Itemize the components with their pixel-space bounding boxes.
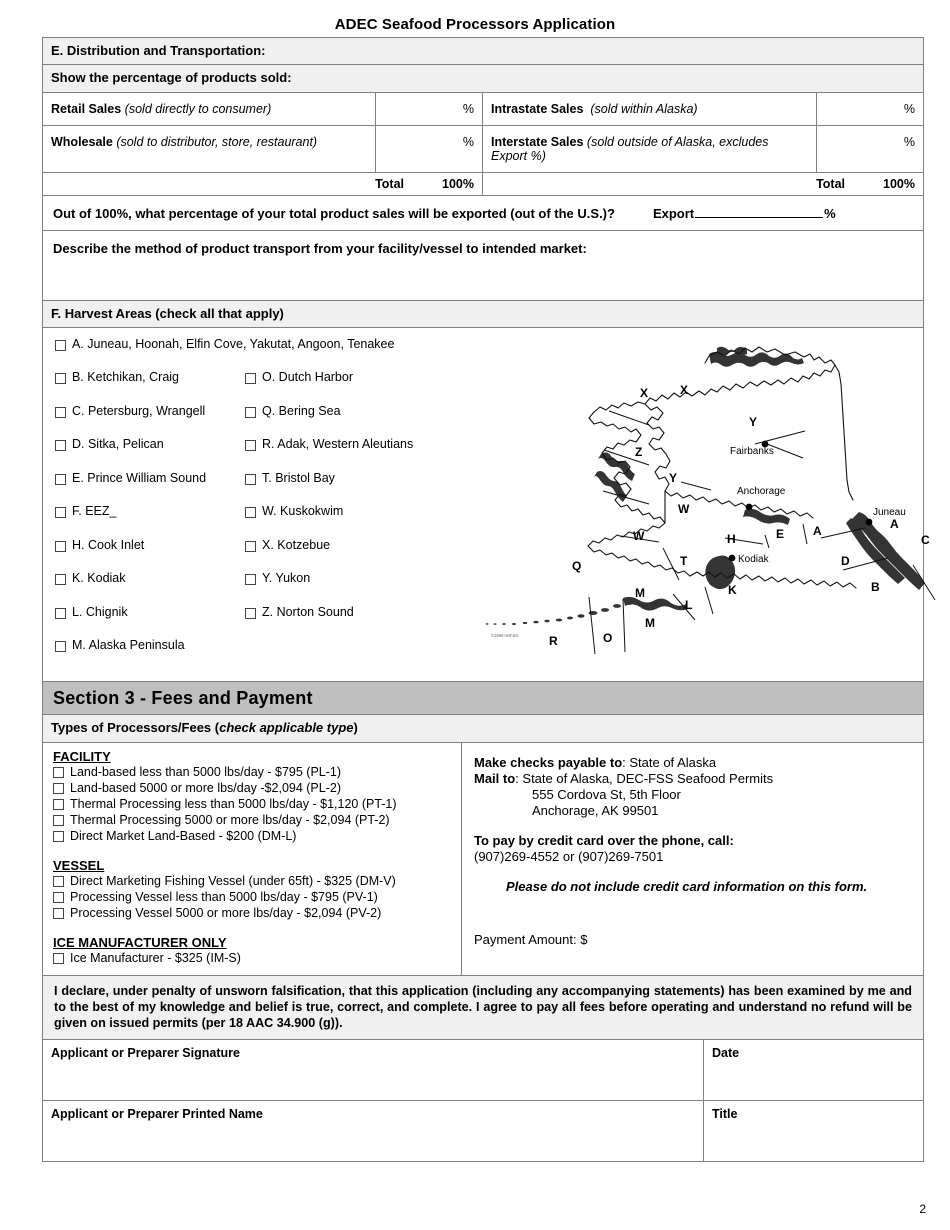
page-title: ADEC Seafood Processors Application — [334, 16, 616, 33]
totals-row — [43, 173, 923, 196]
section-f-header: F. Harvest Areas (check all that apply) — [43, 301, 923, 327]
map-region-e: E — [776, 526, 785, 541]
checkbox-icon[interactable] — [245, 608, 256, 619]
retail-sales-label-italic: (sold directly to consumer) — [124, 101, 272, 116]
checkbox-icon[interactable] — [245, 440, 256, 451]
fee-item-pl1[interactable] — [53, 765, 453, 781]
harvest-item-h[interactable] — [55, 539, 245, 552]
harvest-item-c[interactable] — [55, 405, 245, 418]
section-3-header-row — [43, 682, 923, 716]
harvest-label-z: Z. Norton Sound — [262, 604, 354, 619]
printed-name-field[interactable]: Applicant or Preparer Printed Name — [43, 1101, 704, 1161]
juneau-dot — [866, 518, 873, 525]
checkbox-icon[interactable] — [245, 541, 256, 552]
checkbox-icon[interactable] — [53, 892, 64, 903]
checkbox-icon[interactable] — [245, 574, 256, 585]
fee-spacer-1 — [53, 845, 453, 858]
fee-label-pt1: Thermal Processing less than 5000 lbs/day - $1,120 (PT-1) — [70, 796, 397, 811]
harvest-label-m: M. Alaska Peninsula — [72, 638, 185, 653]
fees-body — [43, 743, 923, 975]
section-3-subheader-italic: check applicable type — [219, 720, 354, 736]
harvest-label-a: A. Juneau, Hoonah, Elfin Cove, Yakutat, Angoon, Tenakee — [72, 336, 395, 351]
harvest-label-x: X. Kotzebue — [262, 537, 331, 552]
payment-gap-2 — [474, 865, 915, 879]
interstate-sales-label — [483, 126, 816, 172]
harvest-item-q[interactable] — [245, 405, 341, 418]
checkbox-icon[interactable] — [245, 373, 256, 384]
checkbox-icon[interactable] — [53, 908, 64, 919]
harvest-item-y[interactable] — [245, 572, 310, 585]
map-region-t: T — [680, 553, 688, 568]
signature-row — [43, 1040, 923, 1101]
map-region-z: Z — [635, 444, 643, 459]
export-input[interactable] — [695, 204, 823, 218]
fee-item-pt1[interactable] — [53, 797, 453, 813]
transport-row[interactable] — [43, 231, 923, 301]
harvest-row-6 — [55, 539, 473, 573]
mail-line — [474, 771, 915, 787]
checkbox-icon[interactable] — [55, 608, 66, 619]
checkbox-icon[interactable] — [55, 407, 66, 418]
checkbox-icon[interactable] — [53, 876, 64, 887]
map-region-k: K — [728, 582, 737, 597]
form-table — [42, 37, 930, 1162]
map-region-x1: X — [640, 385, 649, 400]
export-label: Export — [652, 205, 695, 221]
payment-amount-field[interactable]: Payment Amount: $ — [474, 931, 588, 947]
payment-gap-3 — [474, 894, 915, 932]
interstate-sales-label-bold: Interstate Sales — [491, 134, 584, 149]
fee-label-ims: Ice Manufacturer - $325 (IM-S) — [70, 950, 241, 965]
checkbox-icon[interactable] — [53, 783, 64, 794]
harvest-checkbox-list — [43, 328, 473, 681]
harvest-areas-body — [43, 328, 930, 681]
map-region-w2: W — [633, 528, 645, 543]
phone-numbers: (907)269-4552 or (907)269-7501 — [474, 848, 664, 864]
harvest-item-l[interactable] — [55, 606, 245, 619]
harvest-checkbox-a-group[interactable] — [55, 338, 394, 351]
phone-label-line — [474, 833, 915, 849]
harvest-label-q: Q. Bering Sea — [262, 403, 341, 418]
harvest-label-e: E. Prince William Sound — [72, 470, 207, 485]
harvest-item-e[interactable] — [55, 472, 245, 485]
harvest-item-k[interactable] — [55, 572, 245, 585]
section-e-subheader-row — [43, 65, 923, 92]
map-city-kodiak: Kodiak — [738, 553, 769, 565]
harvest-label-b: B. Ketchikan, Craig — [72, 370, 179, 385]
map-city-anchorage: Anchorage — [737, 485, 786, 497]
checkbox-icon[interactable] — [53, 815, 64, 826]
map-city-juneau: Juneau — [873, 506, 906, 518]
fee-label-pl1: Land-based less than 5000 lbs/day - $795 (PL-1) — [70, 764, 342, 779]
phone-colon: : — [729, 832, 734, 848]
harvest-item-w[interactable] — [245, 505, 343, 518]
fee-group-facility-title: FACILITY — [53, 748, 111, 764]
alaska-map-icon — [473, 332, 950, 658]
map-region-c: C — [921, 532, 930, 547]
harvest-row-7 — [55, 572, 473, 606]
harvest-label-k: K. Kodiak — [72, 571, 126, 586]
signature-field[interactable]: Applicant or Preparer Signature — [43, 1040, 704, 1100]
fee-label-pv1: Processing Vessel less than 5000 lbs/day - $795 (PV-1) — [70, 889, 378, 904]
map-region-q: Q — [572, 558, 582, 573]
map-region-m2: M — [645, 615, 655, 630]
section-3-subheader-bold: Types of Processors/Fees ( — [51, 720, 220, 736]
section-e-header-row — [43, 38, 923, 65]
harvest-item-b[interactable] — [55, 371, 245, 384]
checkbox-icon[interactable] — [53, 831, 64, 842]
checkbox-icon[interactable] — [55, 440, 66, 451]
harvest-row-5 — [55, 505, 473, 539]
kodiak-dot — [729, 554, 736, 561]
fee-group-vessel-title: VESSEL — [53, 857, 105, 873]
section-3-subheader-close: ) — [353, 720, 358, 736]
harvest-label-t: T. Bristol Bay — [262, 470, 335, 485]
fee-types-panel — [43, 743, 462, 975]
payable-value: : State of Alaska — [622, 754, 717, 770]
harvest-row-8 — [55, 606, 473, 640]
harvest-label-c: C. Petersburg, Wrangell — [72, 403, 206, 418]
interstate-sales-label-italic: (sold outside of Alaska, excludes Export %) — [491, 134, 769, 163]
wholesale-input[interactable]: % — [375, 126, 482, 172]
percentage-row-wholesale — [43, 126, 923, 173]
checkbox-icon[interactable] — [53, 799, 64, 810]
checkbox-icon[interactable] — [55, 574, 66, 585]
printed-name-row — [43, 1101, 923, 1161]
harvest-item-m[interactable] — [55, 639, 245, 652]
left-total-label: Total — [375, 176, 404, 191]
checkbox-icon[interactable] — [245, 474, 256, 485]
left-total-group — [43, 173, 483, 195]
map-region-m1: M — [635, 585, 645, 600]
mail-line-3: Anchorage, AK 99501 — [532, 802, 659, 818]
retail-sales-group — [43, 93, 483, 125]
mail-value: : State of Alaska, DEC-FSS Seafood Permits — [515, 770, 774, 786]
harvest-areas-row — [43, 328, 930, 682]
checkbox-icon[interactable] — [55, 507, 66, 518]
section-3-subheader-row — [43, 715, 923, 742]
harvest-item-x[interactable] — [245, 539, 330, 552]
map-region-o: O — [603, 630, 613, 645]
retail-sales-label — [43, 93, 375, 125]
checkbox-icon[interactable] — [53, 953, 64, 964]
printed-name-row-inner — [43, 1101, 923, 1161]
harvest-row-2 — [55, 405, 473, 439]
harvest-item-d[interactable] — [55, 438, 245, 451]
checkbox-icon[interactable] — [55, 641, 66, 652]
transport-prompt: Describe the method of product transport from your facility/vessel to intended market: — [53, 240, 587, 256]
checkbox-icon[interactable] — [55, 474, 66, 485]
section-3-header: Section 3 - Fees and Payment — [43, 682, 923, 715]
section-e-subheader: Show the percentage of products sold: — [43, 65, 923, 91]
checkbox-icon[interactable] — [245, 507, 256, 518]
harvest-label-h: H. Cook Inlet — [72, 537, 145, 552]
map-region-l: L — [685, 597, 693, 612]
payment-gap-1 — [474, 819, 915, 833]
left-total-value: 100% — [442, 176, 474, 191]
fee-label-dmv: Direct Marketing Fishing Vessel (under 65ft) - $325 (DM-V) — [70, 873, 396, 888]
section-f-header-row — [43, 301, 923, 328]
wholesale-label-italic: (sold to distributor, store, restaurant) — [116, 134, 318, 149]
wholesale-group — [43, 126, 483, 172]
interstate-sales-input[interactable]: % — [816, 126, 923, 172]
map-region-d: D — [841, 553, 850, 568]
date-field[interactable]: Date — [712, 1045, 740, 1060]
checkbox-icon[interactable] — [55, 541, 66, 552]
export-row — [43, 196, 923, 231]
harvest-item-r[interactable] — [245, 438, 413, 451]
fee-item-dml[interactable] — [53, 829, 453, 845]
harvest-row-9 — [55, 639, 473, 673]
fee-label-pv2: Processing Vessel 5000 or more lbs/day - $2,094 (PV-2) — [70, 905, 382, 920]
title-field[interactable]: Title — [712, 1106, 738, 1121]
harvest-row-3 — [55, 438, 473, 472]
alaska-map-container — [473, 328, 930, 681]
payable-line — [474, 755, 915, 771]
mail-line-2: 555 Cordova St, 5th Floor — [532, 786, 681, 802]
harvest-item-t[interactable] — [245, 472, 335, 485]
fee-label-pt2: Thermal Processing 5000 or more lbs/day - $2,094 (PT-2) — [70, 812, 390, 827]
fee-item-dmv[interactable] — [53, 874, 453, 890]
fee-group-ice-title: ICE MANUFACTURER ONLY — [53, 934, 227, 950]
map-region-x2: X — [680, 382, 689, 397]
percentage-row-retail — [43, 93, 923, 126]
harvest-label-l: L. Chignik — [72, 604, 128, 619]
intrastate-sales-label — [483, 93, 816, 125]
fee-label-dml: Direct Market Land-Based - $200 (DM-L) — [70, 828, 297, 843]
checkbox-icon[interactable] — [55, 373, 66, 384]
harvest-label-f: F. EEZ_ — [72, 504, 117, 519]
section-e-header: E. Distribution and Transportation: — [43, 38, 923, 64]
credit-card-note: Please do not include credit card information on this form. — [506, 878, 868, 894]
fee-item-pl2[interactable] — [53, 781, 453, 797]
map-region-b: B — [871, 579, 880, 594]
map-region-a2: A — [890, 516, 899, 531]
map-region-y1: Y — [749, 414, 758, 429]
export-unit: % — [824, 205, 836, 221]
harvest-label-y: Y. Yukon — [262, 571, 311, 586]
section-3-subheader — [43, 715, 923, 741]
intrastate-sales-label-italic: (sold within Alaska) — [590, 101, 698, 116]
anchorage-dot — [746, 503, 753, 510]
harvest-item-o[interactable] — [245, 371, 353, 384]
retail-sales-label-bold: Retail Sales — [51, 101, 122, 116]
map-region-w1: W — [678, 501, 690, 516]
map-region-h: H — [727, 531, 736, 546]
fees-row — [43, 743, 923, 976]
harvest-row-1 — [55, 371, 473, 405]
right-total-value: 100% — [883, 176, 915, 191]
intrastate-sales-group — [483, 93, 923, 125]
fee-spacer-2 — [53, 922, 453, 935]
harvest-label-w: W. Kuskokwim — [262, 504, 344, 519]
payable-label: Make checks payable to — [474, 754, 623, 770]
intrastate-sales-label-bold: Intrastate Sales — [491, 101, 584, 116]
harvest-item-a[interactable] — [55, 338, 473, 372]
export-question-cell — [43, 196, 923, 230]
fee-item-pt2[interactable] — [53, 813, 453, 829]
checkbox-icon[interactable] — [55, 340, 66, 351]
harvest-item-f[interactable] — [55, 505, 245, 518]
checkbox-icon[interactable] — [53, 767, 64, 778]
harvest-item-z[interactable] — [245, 606, 354, 619]
map-region-a1: A — [813, 523, 822, 538]
signature-row-inner — [43, 1040, 923, 1100]
wholesale-label-bold: Wholesale — [51, 134, 113, 149]
phone-label: To pay by credit card over the phone, call — [474, 832, 730, 848]
mail-label: Mail to — [474, 770, 516, 786]
intrastate-sales-input[interactable]: % — [816, 93, 923, 125]
fee-label-pl2: Land-based 5000 or more lbs/day -$2,094 (PL-2) — [70, 780, 341, 795]
fee-item-pv1[interactable] — [53, 890, 453, 906]
fee-item-pv2[interactable] — [53, 906, 453, 922]
page-number: 2 — [919, 1202, 926, 1216]
right-total-group — [483, 173, 923, 195]
export-question-text: Out of 100%, what percentage of your total product sales will be exported (out of the U.S.)? — [53, 205, 615, 221]
payment-info-panel — [462, 743, 923, 975]
harvest-label-o: O. Dutch Harbor — [262, 370, 354, 385]
checkbox-icon[interactable] — [245, 407, 256, 418]
retail-sales-input[interactable]: % — [375, 93, 482, 125]
harvest-label-r: R. Adak, Western Aleutians — [262, 437, 414, 452]
map-region-y2: Y — [669, 470, 678, 485]
harvest-row-4 — [55, 472, 473, 506]
declaration-row — [43, 976, 923, 1040]
map-region-r: R — [549, 633, 558, 648]
wholesale-label — [43, 126, 375, 172]
declaration-text: I declare, under penalty of unsworn falsification, that this application (including any accompanying statements) has been examined by me and to the best of my knowledge and belief is true, correct, and complete. I agree to pay all fees before operating and understand no refund will be given on issued permits (per 18 AAC 34.900 (g)). — [43, 976, 923, 1039]
harvest-label-d: D. Sitka, Pelican — [72, 437, 164, 452]
map-credit: ©1996 ADF&G — [491, 632, 519, 638]
map-city-fairbanks: Fairbanks — [730, 445, 774, 457]
interstate-sales-group — [483, 126, 923, 172]
right-total-label: Total — [816, 176, 845, 191]
fee-item-ims[interactable] — [53, 951, 453, 967]
